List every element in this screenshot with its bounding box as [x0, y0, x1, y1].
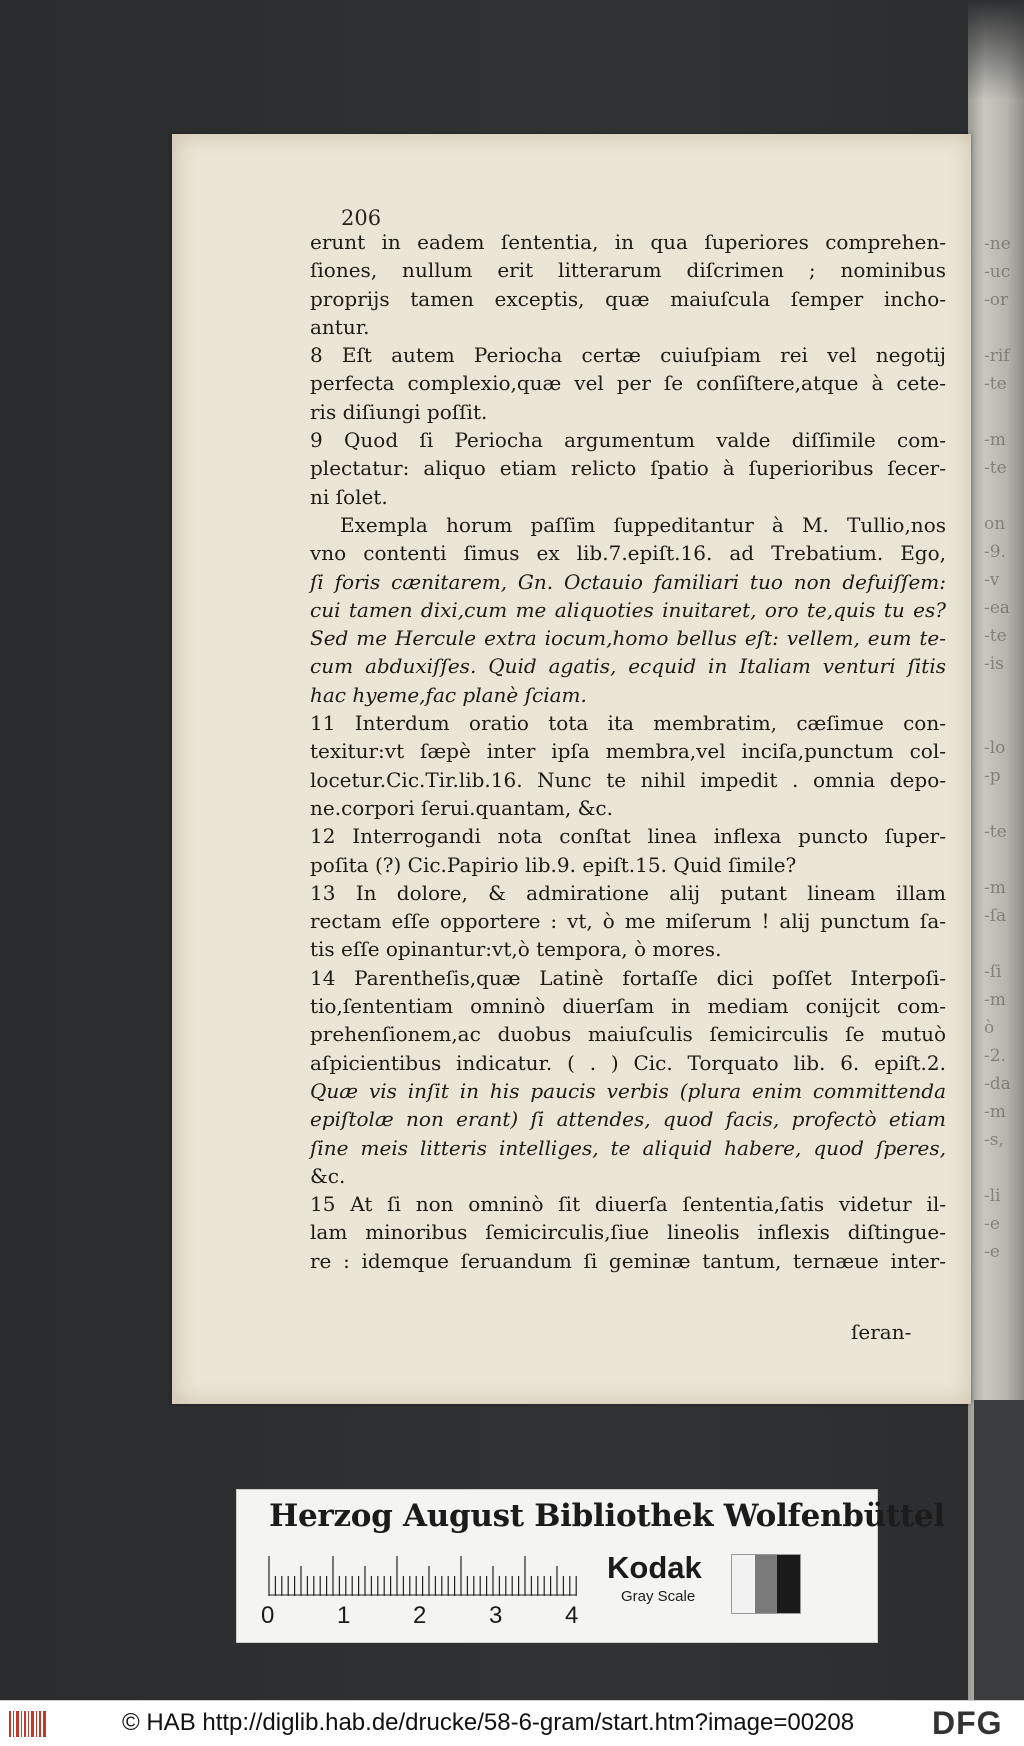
bleed-through-fragment: [984, 314, 1024, 342]
bleed-through-fragment: [984, 846, 1024, 874]
bleed-through-fragment: -s,: [984, 1130, 1004, 1150]
text-line: 9 Quod ſi Periocha argumentum valde diſſimile com-: [310, 428, 946, 453]
text-line: ſine meis litteris intelliges, te aliquid habere, quod ſperes,: [310, 1135, 946, 1160]
text-line: epiſtolæ non erant) ſi attendes, quod facis, profectò etiam: [310, 1107, 946, 1132]
text-line: ne.corpori ſerui.quantam, &c.: [310, 795, 613, 820]
bleed-through-fragment: [984, 482, 1024, 510]
text-line: &c.: [310, 1163, 346, 1188]
text-line: proprijs tamen exceptis, quæ maiuſcula ſemper incho-: [310, 286, 946, 311]
bleed-through-fragment: -lo: [984, 738, 1006, 758]
ruler-number: 3: [489, 1602, 503, 1629]
text-line: cui tamen dixi,cum me aliquoties inuitaret, oro te,quis tu es?: [310, 597, 946, 622]
text-line: rectam eſſe opportere : vt, ò me miſerum ! alij punctum ſa-: [310, 909, 946, 934]
bleed-through-fragment: [984, 790, 1024, 818]
text-line: perfecta complexio,quæ vel per ſe conſiſtere,atque à cete-: [310, 371, 946, 396]
text-line: ris diſiungi poſſit.: [310, 399, 488, 424]
text-line: re : idemque ſeruandum ſi geminæ tantum, ternæue inter-: [310, 1248, 946, 1273]
footer-copyright-url[interactable]: © HAB http://diglib.hab.de/drucke/58-6-gram/start.htm?image=00208: [122, 1709, 855, 1736]
text-line: tis eſſe opinantur:vt,ò tempora, ò mores.: [310, 937, 722, 962]
text-line: Exempla horum paſſim ſuppeditantur à M. Tullio,nos: [340, 512, 946, 537]
text-line: plectatur: aliquo etiam relicto ſpatio à ſuperioribus ſecer-: [310, 456, 946, 481]
kodak-logo: Kodak: [607, 1550, 702, 1585]
bleed-through-fragment: [984, 930, 1024, 958]
page-text: [310, 228, 946, 1275]
bleed-through-fragment: -rif: [984, 346, 1010, 366]
text-line: ni ſolet.: [310, 484, 388, 509]
bleed-through-fragment: -te: [984, 458, 1007, 478]
text-line: locetur.Cic.Tir.lib.16. Nunc te nihil impedit . omnia depo-: [310, 767, 946, 792]
text-line: erunt in eadem ſententia, in qua ſuperiores comprehen-: [310, 230, 946, 254]
bleed-through-fragment: -is: [984, 654, 1004, 674]
adjacent-page-shadow: [974, 1400, 1024, 1700]
text-line: cum abduxiſſes. Quid agatis, ecquid in Italiam venturi ſitis: [310, 654, 946, 679]
bleed-through-fragment: [984, 398, 1024, 426]
bleed-through-fragment: -m: [984, 990, 1006, 1010]
text-line: lam minoribus ſemicirculis,ſiue lineolis inflexis diſtingue-: [310, 1220, 946, 1245]
text-line: Quæ vis inſit in his paucis verbis (plura enim committenda: [310, 1078, 946, 1103]
bleed-through-fragment: -m: [984, 430, 1006, 450]
bleed-through-fragment: -li: [984, 1186, 1001, 1206]
text-line: ſi foris cænitarem, Gn. Octauio familiari tuo non defuiſſem:: [310, 569, 946, 594]
text-line: hac hyeme,fac planè ſciam.: [310, 682, 587, 707]
bleed-through-fragment: -ne: [984, 234, 1011, 254]
text-line: Sed me Hercule extra iocum,homo bellus eſt: vellem, eum te-: [310, 626, 946, 651]
text-line: texitur:vt ſæpè inter ipſa membra,vel inciſa,punctum col-: [310, 739, 946, 764]
bleed-through-fragment: ò: [984, 1018, 995, 1038]
bleed-through-fragment: -uc: [984, 262, 1011, 282]
text-line: 8 Eſt autem Periocha certæ cuiuſpiam rei vel negotij: [310, 343, 946, 368]
bleed-through-fragment: on: [984, 514, 1006, 534]
bleed-through-fragment: -e: [984, 1242, 1000, 1262]
bleed-through-fragment: -te: [984, 374, 1007, 394]
footer-bar: [0, 1700, 1024, 1746]
bleed-through-fragment: -ſa: [984, 906, 1007, 926]
bleed-through-fragment: -9.: [984, 542, 1006, 562]
gray-swatch: [755, 1555, 778, 1613]
text-line: 12 Interrogandi nota conſtat linea inflexa puncto ſuper-: [310, 824, 946, 849]
book-page: [172, 134, 971, 1404]
text-line: poſita (?) Cic.Papirio lib.9. epiſt.15. Quid ſimile?: [310, 852, 797, 877]
catchword: ſeran-: [851, 1320, 912, 1344]
color-target-card: [236, 1489, 945, 1643]
bleed-through-fragment: [984, 678, 1024, 706]
ruler-number: 4: [565, 1602, 579, 1629]
bleed-through-fragment: -or: [984, 290, 1009, 310]
text-line: antur.: [310, 314, 370, 339]
library-name: Herzog August Bibliothek Wolfenbüttel: [269, 1498, 945, 1534]
bleed-through-fragment: -ea: [984, 598, 1010, 618]
bleed-through-fragment: -2.: [984, 1046, 1006, 1066]
text-line: aſpicientibus indicatur. ( . ) Cic. Torquato lib. 6. epiſt.2.: [310, 1050, 946, 1075]
bleed-through-fragment: -m: [984, 1102, 1006, 1122]
bleed-through-fragment: -v: [984, 570, 1000, 590]
ruler-number: 2: [413, 1602, 427, 1629]
bleed-through-fragment: -e: [984, 1214, 1000, 1234]
bleed-through-fragment: -m: [984, 878, 1006, 898]
page-number: 206: [341, 206, 382, 230]
text-line: vno contenti ſimus ex lib.7.epiſt.16. ad Trebatium. Ego,: [310, 541, 946, 566]
gray-scale-label: Gray Scale: [621, 1588, 696, 1605]
bleed-through-fragment: -da: [984, 1074, 1011, 1094]
bleed-through-text: [984, 230, 1024, 1266]
gray-swatch: [777, 1555, 800, 1613]
text-line: tio,ſententiam omninò diuerſam in mediam conijcit com-: [310, 994, 946, 1019]
ruler-number: 1: [337, 1602, 351, 1629]
ruler-numbers: [261, 1602, 601, 1632]
ruler-number: 0: [261, 1602, 275, 1629]
bleed-through-fragment: -ſi: [984, 962, 1002, 982]
dfg-logo: DFG: [932, 1705, 1003, 1741]
text-line: ſiones, nullum erit litterarum diſcrimen ; nominibus: [310, 258, 946, 283]
adjacent-page-top-shadow: [968, 0, 1024, 100]
text-line: 14 Parentheſis,quæ Latinè fortaſſe dici poſſet Interpoſi-: [310, 965, 946, 990]
gray-scale-patch: [731, 1554, 801, 1614]
barcode-icon: [8, 1709, 48, 1739]
text-line: 11 Interdum oratio tota ita membratim, cæſimue con-: [310, 711, 946, 736]
text-line: 13 In dolore, & admiratione alij putant lineam illam: [310, 880, 946, 905]
gray-swatch: [732, 1555, 755, 1613]
text-line: prehenſionem,ac duobus maiuſculis ſemicirculis ſe mutuò: [310, 1022, 946, 1047]
text-line: 15 At ſi non omninò ſit diuerſa ſententia,ſatis videtur il-: [310, 1192, 946, 1217]
bleed-through-fragment: [984, 706, 1024, 734]
bleed-through-fragment: -te: [984, 822, 1007, 842]
bleed-through-fragment: [984, 1154, 1024, 1182]
scale-ruler: [267, 1554, 587, 1596]
bleed-through-fragment: -te: [984, 626, 1007, 646]
bleed-through-fragment: -p: [984, 766, 1001, 786]
